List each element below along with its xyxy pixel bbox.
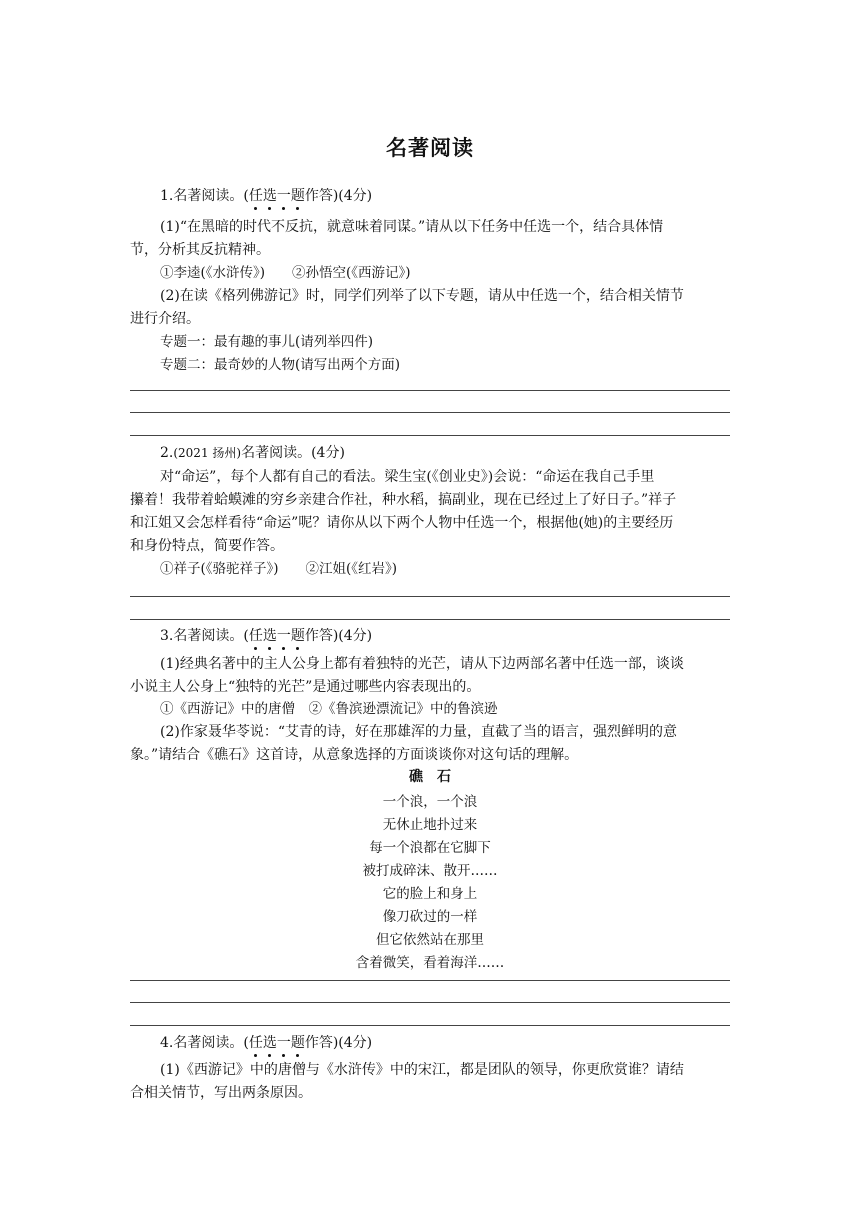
page-title: 名著阅读	[386, 136, 474, 160]
q2-line4: 和身份特点，简要作答。	[130, 538, 284, 554]
q1-part1-line1: (1)“在黑暗的时代不反抗，就意味着同谋。”请从以下任务中任选一个，结合具体情	[160, 219, 664, 235]
q4-part1-line1: (1)《西游记》中的唐僧与《水浒传》中的宋江，都是团队的领导，你更欣赏谁？请结	[160, 1062, 684, 1078]
q2-options: ①祥子(《骆驼祥子》) ②江姐(《红岩》)	[160, 561, 398, 577]
q1-part2-line1: (2)在读《格列佛游记》时，同学们列举了以下专题，请从中任选一个，结合相关情节	[160, 288, 684, 304]
answer-line	[130, 1025, 730, 1026]
poem-line: 无休止地扑过来	[382, 817, 478, 833]
answer-line	[130, 435, 730, 436]
answer-line	[130, 390, 730, 391]
q3-part2-line1: (2)作家聂华苓说：“艾青的诗，好在那雄浑的力量，直截了当的语言，强烈鲜明的意	[160, 724, 677, 740]
poem-line: 每一个浪都在它脚下	[369, 840, 491, 856]
q1-intro: 1.名著阅读。(任选一题作答)(4分)	[160, 188, 373, 204]
q1-topic2: 专题二：最奇妙的人物(请写出两个方面)	[160, 357, 401, 373]
q1-part2-line2: 进行介绍。	[130, 311, 200, 327]
answer-line	[130, 596, 730, 597]
poem-line: 但它依然站在那里	[376, 932, 484, 948]
q2-line3: 和江姐又会怎样看待“命运”呢？请你从以下两个人物中任选一个，根据他(她)的主要经历	[130, 515, 674, 531]
q2-line1: 对“命运”，每个人都有自己的看法。梁生宝(《创业史》)会说：“命运在我自己手里	[160, 469, 655, 485]
q3-intro: 3.名著阅读。(任选一题作答)(4分)	[160, 628, 373, 644]
answer-line	[130, 412, 730, 413]
poem-title: 礁 石	[409, 769, 451, 785]
q1-topic1: 专题一：最有趣的事儿(请列举四件)	[160, 334, 374, 350]
poem-line: 含着微笑，看着海洋……	[355, 955, 505, 971]
poem-line: 它的脸上和身上	[382, 886, 478, 902]
answer-line	[130, 619, 730, 620]
q3-part1-line2: 小说主人公身上“独特的光芒”是通过哪些内容表现出的。	[130, 679, 481, 695]
q4-part1-line2: 合相关情节，写出两条原因。	[130, 1085, 312, 1101]
q2-intro: 2.(2021 扬州)名著阅读。(4分)	[160, 445, 345, 461]
poem-line: 像刀砍过的一样	[382, 909, 478, 925]
q1-part1-line2: 节，分析其反抗精神。	[130, 242, 270, 258]
q1-options: ①李逵(《水浒传》) ②孙悟空(《西游记》)	[160, 265, 411, 281]
q3-part2-line2: 象。”请结合《礁石》这首诗，从意象选择的方面谈谈你对这句话的理解。	[130, 747, 579, 763]
q3-options: ①《西游记》中的唐僧 ②《鲁滨逊漂流记》中的鲁滨逊	[160, 701, 498, 717]
poem-line: 一个浪，一个浪	[382, 794, 478, 810]
q2-line2: 攥着！我带着蛤蟆滩的穷乡亲建合作社，种水稻，搞副业，现在已经过上了好日子。”祥子	[130, 492, 677, 508]
q2-source: (2021 扬州)	[173, 446, 242, 460]
poem-line: 被打成碎沫、散开……	[362, 863, 498, 879]
answer-line	[130, 1002, 730, 1003]
q4-intro: 4.名著阅读。(任选一题作答)(4分)	[160, 1035, 373, 1051]
answer-line	[130, 980, 730, 981]
q3-part1-line1: (1)经典名著中的主人公身上都有着独特的光芒，请从下边两部名著中任选一部，谈谈	[160, 656, 684, 672]
